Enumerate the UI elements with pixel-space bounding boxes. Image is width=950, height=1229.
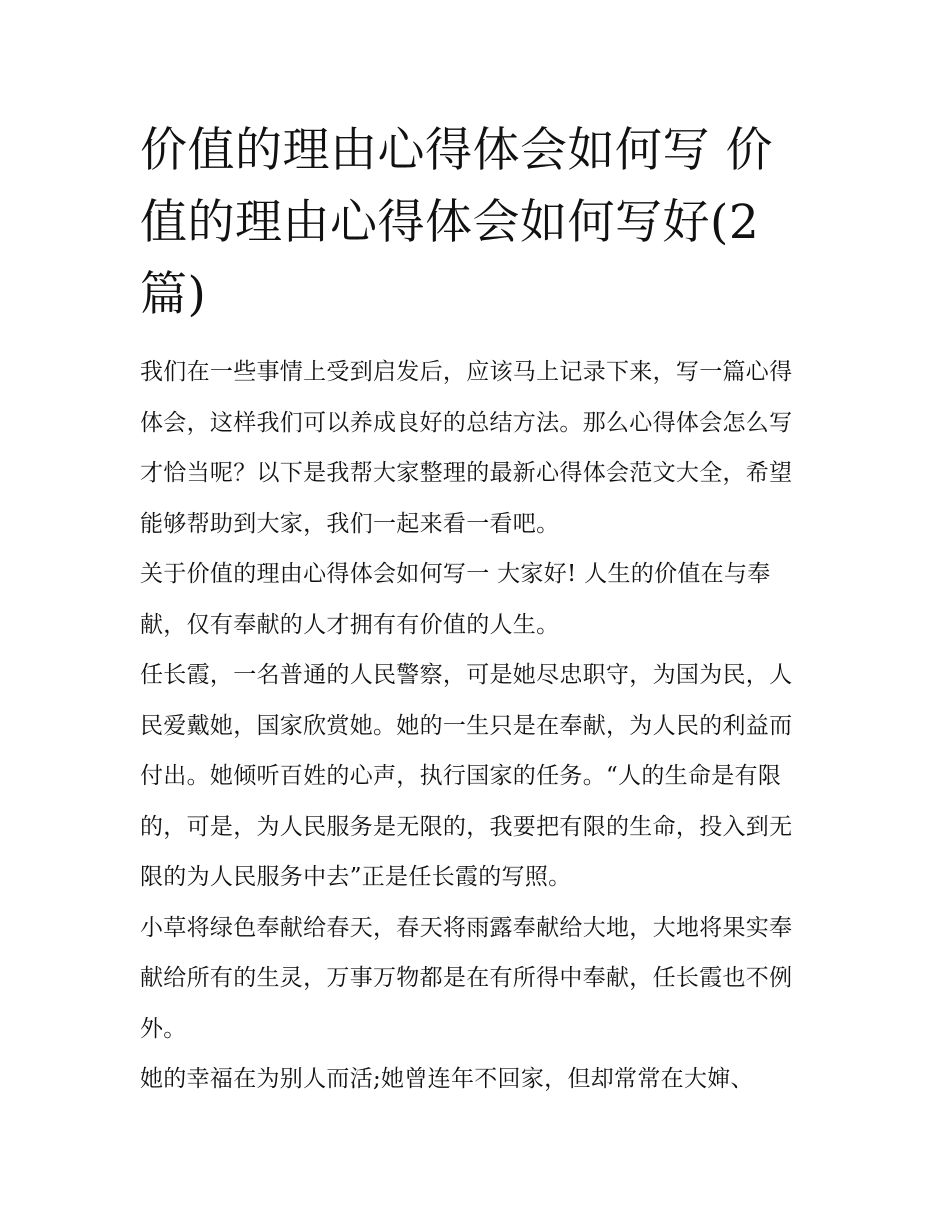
paragraph-intro: 我们在一些事情上受到启发后，应该马上记录下来，写一篇心得体会，这样我们可以养成良好的总结方法。那么心得体会怎么写才恰当呢？以下是我帮大家整理的最新心得体会范文大全，希望能够帮助到大家，我们一起来看一看吧。 xyxy=(140,359,793,537)
document-title: 价值的理由心得体会如何写 价值的理由心得体会如何写好(2篇) xyxy=(140,123,773,322)
paragraph-section-one: 关于价值的理由心得体会如何写一 大家好! 人生的价值在与奉献，仅有奉献的人才拥有有价值的人生。 xyxy=(140,561,771,638)
document-page xyxy=(140,115,812,1105)
paragraph-happiness: 她的幸福在为别人而活;她曾连年不回家，但却常常在大婶、 xyxy=(140,1066,754,1092)
paragraph-grass: 小草将绿色奉献给春天，春天将雨露奉献给大地，大地将果实奉献给所有的生灵，万事万物都是在有所得中奉献，任长霞也不例外。 xyxy=(140,914,793,1042)
paragraph-ren-changxia: 任长霞，一名普通的人民警察，可是她尽忠职守，为国为民，人民爱戴她，国家欣赏她。她的一生只是在奉献，为人民的利益而付出。她倾听百姓的心声，执行国家的任务。“人的生命是有限的，可是，为人民服务是无限的，我要把有限的生命，投入到无限的为人民服务中去”正是任长霞的写照。 xyxy=(140,662,793,890)
